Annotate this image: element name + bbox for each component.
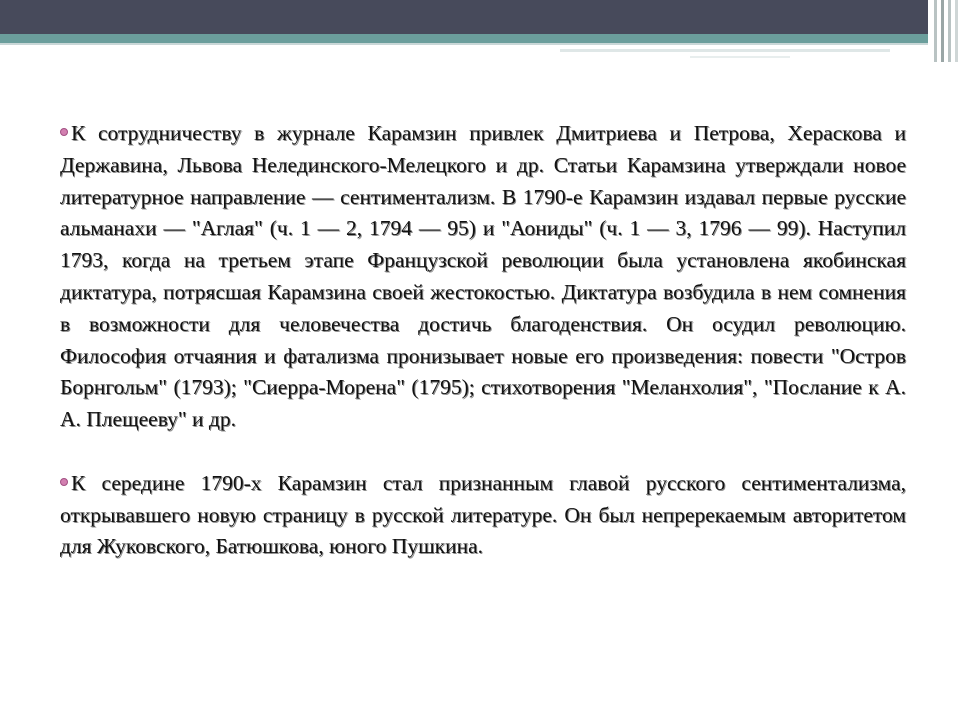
corner-pillar: [948, 0, 951, 62]
corner-pillar: [934, 0, 937, 62]
dot-bullet-icon: [60, 128, 68, 136]
slide-corner-decoration: [928, 0, 960, 62]
slide-accent-stripe: [0, 34, 928, 43]
paragraph-text: К середине 1790-х Карамзин стал признанным главой русского сентиментализма, открывавшего новую страницу в русской литературе. Он был непререкаемым авторитетом для Жуковского, Батюшкова, юного Пушкина.: [60, 470, 906, 559]
bullet-paragraph: [60, 468, 906, 563]
dot-bullet-icon: [60, 478, 68, 486]
slide-header-bar: [0, 0, 960, 34]
slide-body-text: [60, 118, 906, 595]
slide-accent-stripe-highlight: [0, 43, 928, 45]
slide-decor-line: [560, 49, 890, 52]
corner-pillar: [941, 0, 944, 62]
bullet-paragraph: [60, 118, 906, 436]
paragraph-text: К сотрудничеству в журнале Карамзин привлек Дмитриева и Петрова, Хераскова и Державина, Львова Нелединского-Мелецкого и др. Статьи Карамзина утверждали новое литературное направление — сентиментализм. В 1790-е Карамзин издавал первые русские альманахи — "Аглая" (ч. 1 — 2, 1794 — 95) и "Аониды" (ч. 1 — 3, 1796 — 99). Наступил 1793, когда на третьем этапе Французской революции была установлена якобинская диктатура, потрясшая Карамзина своей жестокостью. Диктатура возбудила в нем сомнения в возможности для человечества достичь благоденствия. Он осудил революцию. Философия отчаяния и фатализма пронизывает новые его произведения: повести "Остров Борнгольм" (1793); "Сиерра-Морена" (1795); стихотворения "Меланхолия", "Послание к А. А. Плещееву" и др.: [60, 121, 906, 432]
corner-pillar: [955, 0, 958, 62]
slide-decor-line-short: [690, 56, 790, 58]
